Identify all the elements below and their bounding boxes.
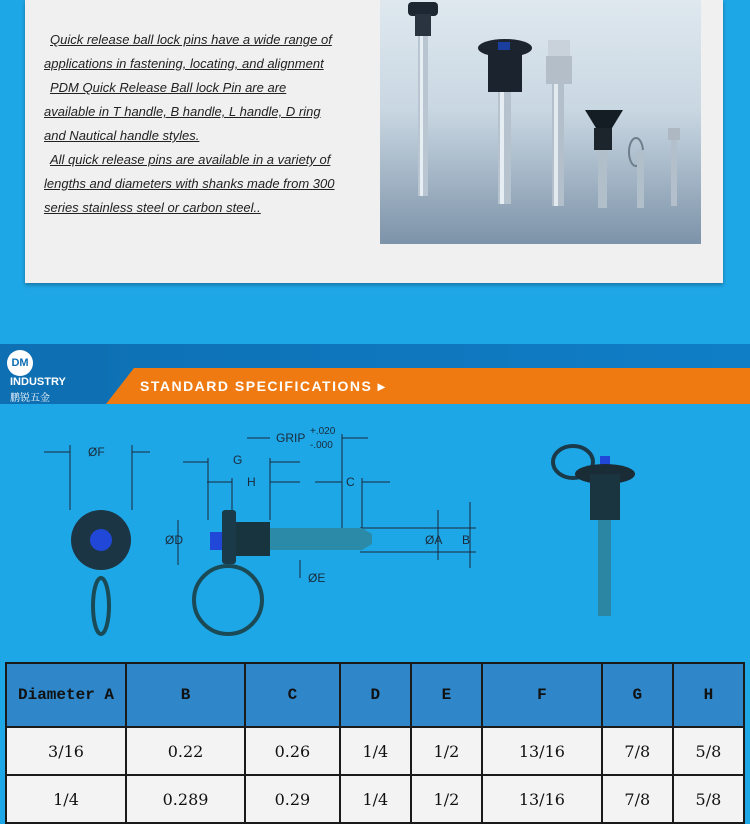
product-photo: [380, 0, 701, 244]
table-cell: 7/8: [602, 775, 673, 823]
pins-illustration: [380, 0, 701, 244]
col-header: F: [482, 663, 602, 727]
label-g: G: [233, 453, 243, 467]
table-row: [6, 727, 744, 775]
table-cell: 1/2: [411, 727, 482, 775]
col-header: Diameter A: [6, 663, 126, 727]
table-cell: 0.289: [126, 775, 245, 823]
table-cell: 5/8: [673, 775, 744, 823]
intro-line: PDM Quick Release Ball lock Pin are are: [50, 80, 287, 95]
label-h: H: [247, 475, 256, 489]
label-c: C: [346, 475, 355, 489]
col-header: G: [602, 663, 673, 727]
table-cell: 1/2: [411, 775, 482, 823]
label-d: ØD: [165, 533, 183, 547]
technical-drawing: [0, 410, 750, 650]
label-grip: GRIP: [276, 431, 306, 445]
table-row: [6, 775, 744, 823]
section-title: STANDARD SPECIFICATIONS ▸: [140, 378, 387, 394]
table-cell: 7/8: [602, 727, 673, 775]
company-logo: [0, 344, 108, 404]
table-cell: 1/4: [340, 727, 411, 775]
table-cell: 1/4: [6, 775, 126, 823]
spec-banner: [0, 344, 750, 404]
table-cell: 3/16: [6, 727, 126, 775]
intro-text: [44, 28, 374, 220]
label-a: ØA: [425, 533, 443, 547]
table-cell: 0.22: [126, 727, 245, 775]
col-header: E: [411, 663, 482, 727]
table-cell: 5/8: [673, 727, 744, 775]
intro-line: available in T handle, B handle, L handle, D ring: [44, 104, 321, 119]
intro-line: lengths and diameters with shanks made from 300: [44, 176, 335, 191]
table-cell: 1/4: [340, 775, 411, 823]
table-cell: 0.26: [245, 727, 340, 775]
logo-name: INDUSTRY: [10, 376, 66, 388]
col-header: D: [340, 663, 411, 727]
col-header: B: [126, 663, 245, 727]
table-header-row: [6, 663, 744, 727]
table-cell: 13/16: [482, 775, 602, 823]
intro-line: Quick release ball lock pins have a wide range of: [50, 32, 332, 47]
label-tol-minus: -.000: [310, 440, 333, 451]
intro-line: series stainless steel or carbon steel..: [44, 200, 261, 215]
logo-mark: DM: [7, 350, 33, 376]
label-tol-plus: +.020: [310, 426, 336, 437]
label-b: B: [462, 533, 471, 547]
table-cell: 0.29: [245, 775, 340, 823]
logo-chinese-name: 鹏锐五金: [10, 393, 50, 404]
table-cell: 13/16: [482, 727, 602, 775]
col-header: H: [673, 663, 744, 727]
label-f: ØF: [88, 445, 105, 459]
intro-line: applications in fastening, locating, and alignment: [44, 56, 324, 71]
col-header: C: [245, 663, 340, 727]
intro-line: All quick release pins are available in a variety of: [50, 152, 331, 167]
intro-line: and Nautical handle styles.: [44, 128, 200, 143]
label-e: ØE: [308, 571, 326, 585]
